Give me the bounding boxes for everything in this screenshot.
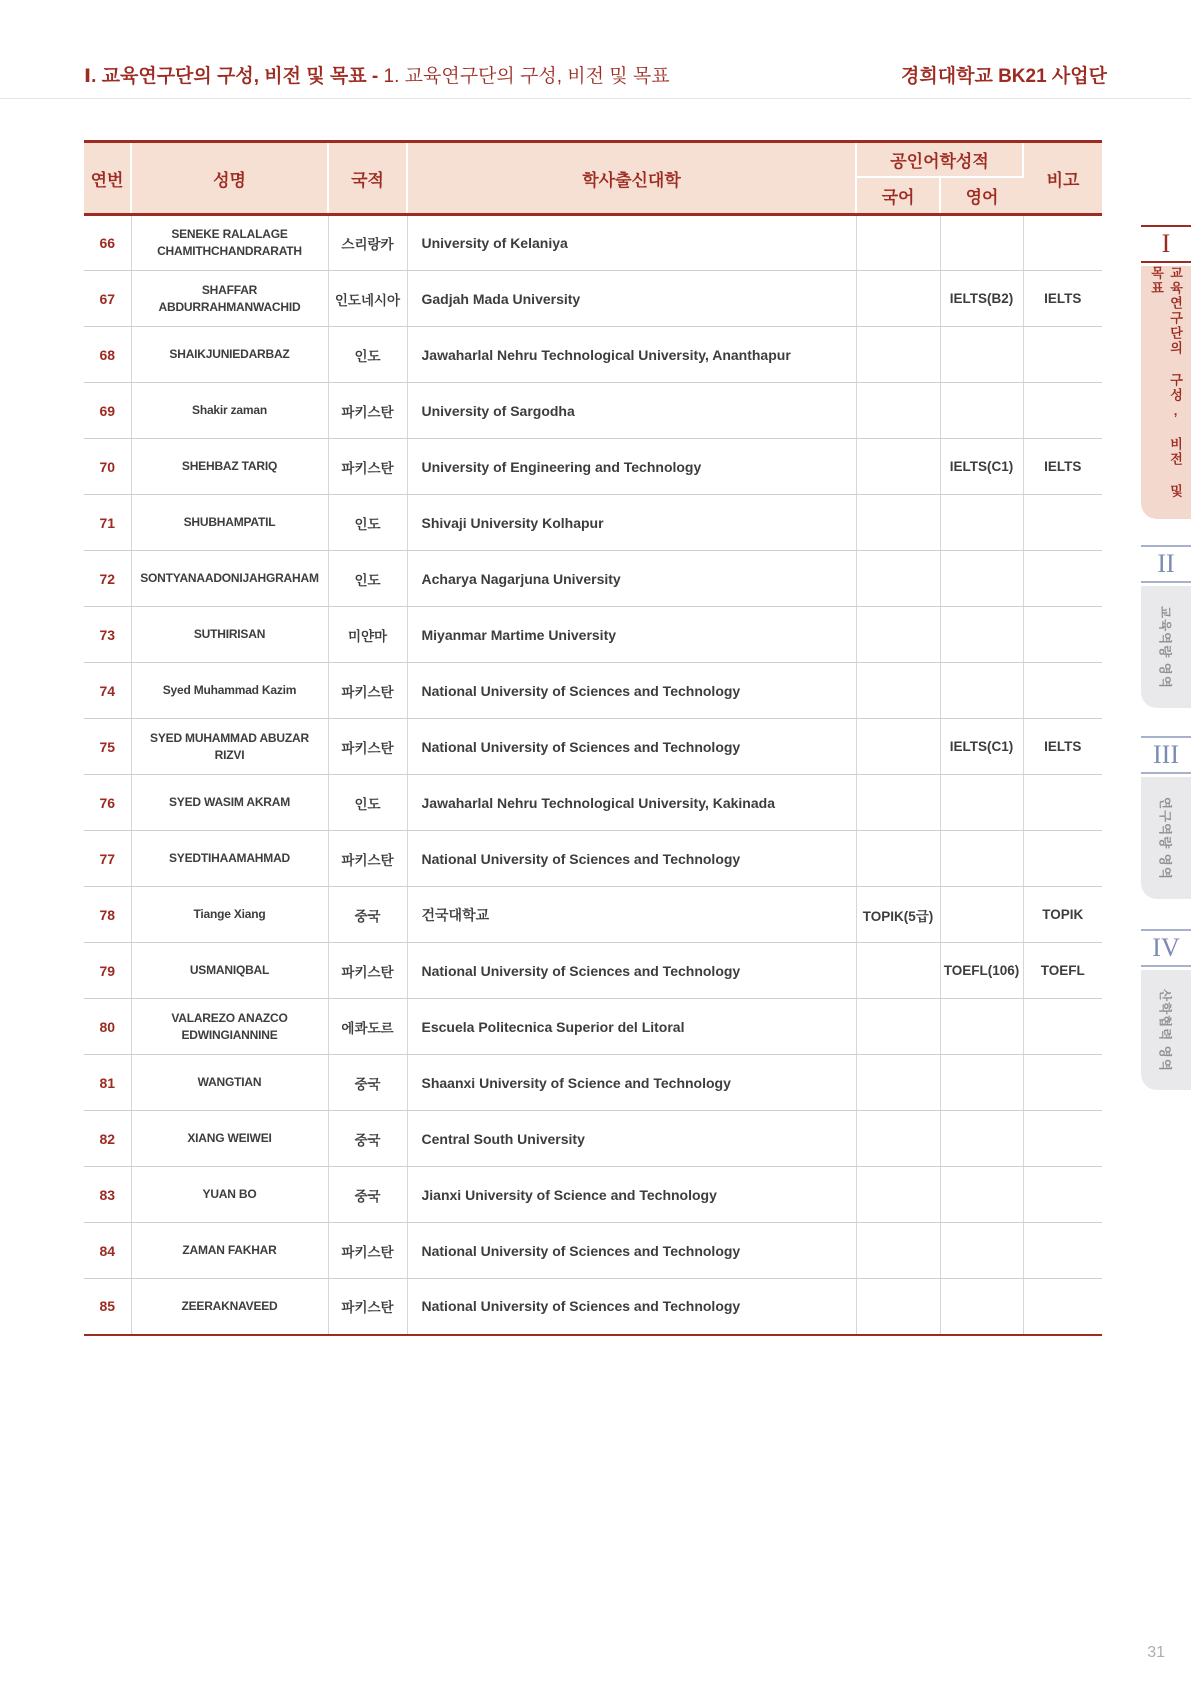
cell-name: SHUBHAMPATIL	[131, 495, 328, 551]
cell-korean-score	[856, 439, 940, 495]
table-row	[84, 383, 1102, 439]
cell-university: Acharya Nagarjuna University	[407, 551, 856, 607]
table-row	[84, 1055, 1102, 1111]
cell-english-score	[940, 663, 1023, 719]
cell-university: National University of Sciences and Technology	[407, 943, 856, 999]
cell-no: 85	[84, 1279, 131, 1335]
cell-korean-score	[856, 1055, 940, 1111]
table-row	[84, 663, 1102, 719]
cell-korean-score	[856, 999, 940, 1055]
cell-name: Shakir zaman	[131, 383, 328, 439]
cell-no: 70	[84, 439, 131, 495]
cell-name: USMANIQBAL	[131, 943, 328, 999]
cell-no: 80	[84, 999, 131, 1055]
col-header-korean: 국어	[856, 177, 940, 215]
cell-nationality: 파키스탄	[328, 663, 407, 719]
table-row	[84, 887, 1102, 943]
cell-university: University of Engineering and Technology	[407, 439, 856, 495]
cell-university: University of Sargodha	[407, 383, 856, 439]
table-row	[84, 1279, 1102, 1335]
cell-name: SHAIKJUNIEDARBAZ	[131, 327, 328, 383]
table-row	[84, 1167, 1102, 1223]
table-row	[84, 439, 1102, 495]
cell-no: 72	[84, 551, 131, 607]
breadcrumb	[84, 61, 670, 88]
cell-name: SENEKE RALALAGE CHAMITHCHANDRARATH	[131, 215, 328, 271]
cell-nationality: 파키스탄	[328, 1223, 407, 1279]
cell-korean-score	[856, 719, 940, 775]
breadcrumb-subsection: 1. 교육연구단의 구성, 비전 및 목표	[383, 66, 670, 87]
cell-english-score: IELTS(C1)	[940, 439, 1023, 495]
cell-nationality: 에콰도르	[328, 999, 407, 1055]
cell-english-score	[940, 999, 1023, 1055]
cell-university: National University of Sciences and Technology	[407, 663, 856, 719]
tab-2-numeral: II	[1141, 545, 1191, 583]
header-divider	[0, 98, 1191, 99]
cell-english-score	[940, 1055, 1023, 1111]
cell-note: TOPIK	[1023, 887, 1102, 943]
table-body	[84, 215, 1102, 1335]
cell-english-score	[940, 1223, 1023, 1279]
cell-korean-score	[856, 215, 940, 271]
cell-korean-score	[856, 1279, 940, 1335]
students-table-container	[84, 140, 1102, 1336]
col-header-lang-score: 공인어학성적	[856, 142, 1023, 177]
cell-note	[1023, 551, 1102, 607]
cell-nationality: 파키스탄	[328, 831, 407, 887]
cell-nationality: 파키스탄	[328, 719, 407, 775]
cell-nationality: 중국	[328, 1055, 407, 1111]
cell-nationality: 중국	[328, 887, 407, 943]
table-row	[84, 831, 1102, 887]
cell-name: SHAFFAR ABDURRAHMANWACHID	[131, 271, 328, 327]
table-row	[84, 215, 1102, 271]
table-row	[84, 719, 1102, 775]
table-row	[84, 607, 1102, 663]
tab-4-box	[1141, 970, 1191, 1090]
cell-note	[1023, 383, 1102, 439]
cell-note	[1023, 663, 1102, 719]
cell-no: 68	[84, 327, 131, 383]
cell-no: 82	[84, 1111, 131, 1167]
cell-english-score	[940, 1279, 1023, 1335]
cell-korean-score	[856, 1111, 940, 1167]
table-row	[84, 1223, 1102, 1279]
cell-no: 84	[84, 1223, 131, 1279]
tab-1-label: 교육연구단의 구성, 비전 및 목표	[1149, 266, 1183, 499]
cell-nationality: 파키스탄	[328, 1279, 407, 1335]
tab-3-numeral: III	[1141, 736, 1191, 774]
cell-university: Central South University	[407, 1111, 856, 1167]
cell-nationality: 중국	[328, 1167, 407, 1223]
cell-korean-score	[856, 607, 940, 663]
cell-note: IELTS	[1023, 271, 1102, 327]
cell-english-score	[940, 887, 1023, 943]
cell-name: ZEERAKNAVEED	[131, 1279, 328, 1335]
cell-no: 66	[84, 215, 131, 271]
table-row	[84, 551, 1102, 607]
cell-university: Shaanxi University of Science and Technology	[407, 1055, 856, 1111]
cell-no: 83	[84, 1167, 131, 1223]
students-table	[84, 140, 1102, 1336]
cell-no: 79	[84, 943, 131, 999]
table-row	[84, 1111, 1102, 1167]
cell-note	[1023, 1111, 1102, 1167]
cell-korean-score: TOPIK(5급)	[856, 887, 940, 943]
cell-nationality: 인도	[328, 495, 407, 551]
cell-university: National University of Sciences and Technology	[407, 1223, 856, 1279]
cell-korean-score	[856, 383, 940, 439]
cell-nationality: 스리랑카	[328, 215, 407, 271]
tab-2-box	[1141, 586, 1191, 708]
cell-university: University of Kelaniya	[407, 215, 856, 271]
cell-name: YUAN BO	[131, 1167, 328, 1223]
cell-no: 74	[84, 663, 131, 719]
col-header-no: 연번	[84, 142, 131, 215]
tab-3-label: 연구역량 영역	[1158, 796, 1172, 880]
cell-university: Escuela Politecnica Superior del Litoral	[407, 999, 856, 1055]
tab-1-numeral: I	[1141, 225, 1191, 263]
tab-4-numeral: IV	[1141, 929, 1191, 967]
cell-korean-score	[856, 663, 940, 719]
cell-name: Syed Muhammad Kazim	[131, 663, 328, 719]
cell-university: Jawaharlal Nehru Technological University, Ananthapur	[407, 327, 856, 383]
page-number: 31	[1147, 1644, 1165, 1661]
cell-nationality: 인도	[328, 327, 407, 383]
cell-english-score: IELTS(C1)	[940, 719, 1023, 775]
cell-name: XIANG WEIWEI	[131, 1111, 328, 1167]
tab-3-box	[1141, 777, 1191, 899]
sidebar-tab-section-3[interactable]	[1141, 736, 1191, 899]
cell-nationality: 중국	[328, 1111, 407, 1167]
col-header-name: 성명	[131, 142, 328, 215]
cell-english-score: IELTS(B2)	[940, 271, 1023, 327]
cell-no: 73	[84, 607, 131, 663]
cell-english-score: TOEFL(106)	[940, 943, 1023, 999]
cell-note	[1023, 327, 1102, 383]
cell-english-score	[940, 1167, 1023, 1223]
org-title: 경희대학교 BK21 사업단	[901, 66, 1107, 87]
col-header-note: 비고	[1023, 142, 1102, 215]
cell-university: Jianxi University of Science and Technology	[407, 1167, 856, 1223]
cell-note: IELTS	[1023, 439, 1102, 495]
cell-english-score	[940, 327, 1023, 383]
cell-name: SYED WASIM AKRAM	[131, 775, 328, 831]
table-row	[84, 943, 1102, 999]
sidebar-tab-section-4[interactable]	[1141, 929, 1191, 1090]
cell-nationality: 파키스탄	[328, 383, 407, 439]
col-header-university: 학사출신대학	[407, 142, 856, 215]
breadcrumb-section: Ⅰ. 교육연구단의 구성, 비전 및 목표 -	[84, 66, 384, 87]
cell-university: 건국대학교	[407, 887, 856, 943]
cell-note	[1023, 215, 1102, 271]
cell-nationality: 인도네시아	[328, 271, 407, 327]
cell-note	[1023, 1223, 1102, 1279]
cell-korean-score	[856, 271, 940, 327]
cell-university: Shivaji University Kolhapur	[407, 495, 856, 551]
cell-english-score	[940, 775, 1023, 831]
cell-note	[1023, 999, 1102, 1055]
cell-korean-score	[856, 943, 940, 999]
cell-english-score	[940, 495, 1023, 551]
cell-korean-score	[856, 1223, 940, 1279]
cell-no: 78	[84, 887, 131, 943]
cell-english-score	[940, 1111, 1023, 1167]
cell-name: Tiange Xiang	[131, 887, 328, 943]
cell-no: 75	[84, 719, 131, 775]
cell-nationality: 인도	[328, 551, 407, 607]
tab-2-label: 교육역량 영역	[1158, 605, 1172, 689]
cell-note: IELTS	[1023, 719, 1102, 775]
cell-name: ZAMAN FAKHAR	[131, 1223, 328, 1279]
cell-note	[1023, 1055, 1102, 1111]
col-header-nationality: 국적	[328, 142, 407, 215]
cell-note	[1023, 1279, 1102, 1335]
cell-nationality: 파키스탄	[328, 943, 407, 999]
table-header	[84, 142, 1102, 215]
cell-name: SONTYANAADONIJAHGRAHAM	[131, 551, 328, 607]
cell-name: SUTHIRISAN	[131, 607, 328, 663]
cell-name: SYED MUHAMMAD ABUZAR RIZVI	[131, 719, 328, 775]
cell-university: Jawaharlal Nehru Technological University, Kakinada	[407, 775, 856, 831]
table-row	[84, 495, 1102, 551]
table-row	[84, 775, 1102, 831]
cell-english-score	[940, 215, 1023, 271]
cell-korean-score	[856, 1167, 940, 1223]
cell-english-score	[940, 607, 1023, 663]
cell-korean-score	[856, 495, 940, 551]
sidebar-tab-section-2[interactable]	[1141, 545, 1191, 708]
cell-english-score	[940, 383, 1023, 439]
cell-note	[1023, 831, 1102, 887]
cell-note: TOEFL	[1023, 943, 1102, 999]
cell-note	[1023, 607, 1102, 663]
cell-name: SHEHBAZ TARIQ	[131, 439, 328, 495]
col-header-english: 영어	[940, 177, 1023, 215]
cell-name: SYEDTIHAAMAHMAD	[131, 831, 328, 887]
table-row	[84, 999, 1102, 1055]
cell-no: 77	[84, 831, 131, 887]
cell-university: Miyanmar Martime University	[407, 607, 856, 663]
sidebar-tab-section-1[interactable]	[1141, 225, 1191, 519]
cell-no: 76	[84, 775, 131, 831]
tab-1-box	[1141, 266, 1191, 519]
cell-no: 69	[84, 383, 131, 439]
cell-nationality: 파키스탄	[328, 439, 407, 495]
cell-english-score	[940, 831, 1023, 887]
cell-no: 71	[84, 495, 131, 551]
tab-4-label: 산학협력 영역	[1158, 988, 1172, 1072]
cell-no: 81	[84, 1055, 131, 1111]
cell-note	[1023, 775, 1102, 831]
cell-name: VALAREZO ANAZCO EDWINGIANNINE	[131, 999, 328, 1055]
cell-university: National University of Sciences and Technology	[407, 831, 856, 887]
cell-english-score	[940, 551, 1023, 607]
cell-university: National University of Sciences and Technology	[407, 719, 856, 775]
cell-nationality: 미얀마	[328, 607, 407, 663]
cell-korean-score	[856, 327, 940, 383]
cell-korean-score	[856, 551, 940, 607]
cell-korean-score	[856, 775, 940, 831]
cell-nationality: 인도	[328, 775, 407, 831]
cell-university: National University of Sciences and Technology	[407, 1279, 856, 1335]
cell-note	[1023, 495, 1102, 551]
table-row	[84, 327, 1102, 383]
cell-korean-score	[856, 831, 940, 887]
cell-university: Gadjah Mada University	[407, 271, 856, 327]
cell-name: WANGTIAN	[131, 1055, 328, 1111]
cell-no: 67	[84, 271, 131, 327]
cell-note	[1023, 1167, 1102, 1223]
table-row	[84, 271, 1102, 327]
